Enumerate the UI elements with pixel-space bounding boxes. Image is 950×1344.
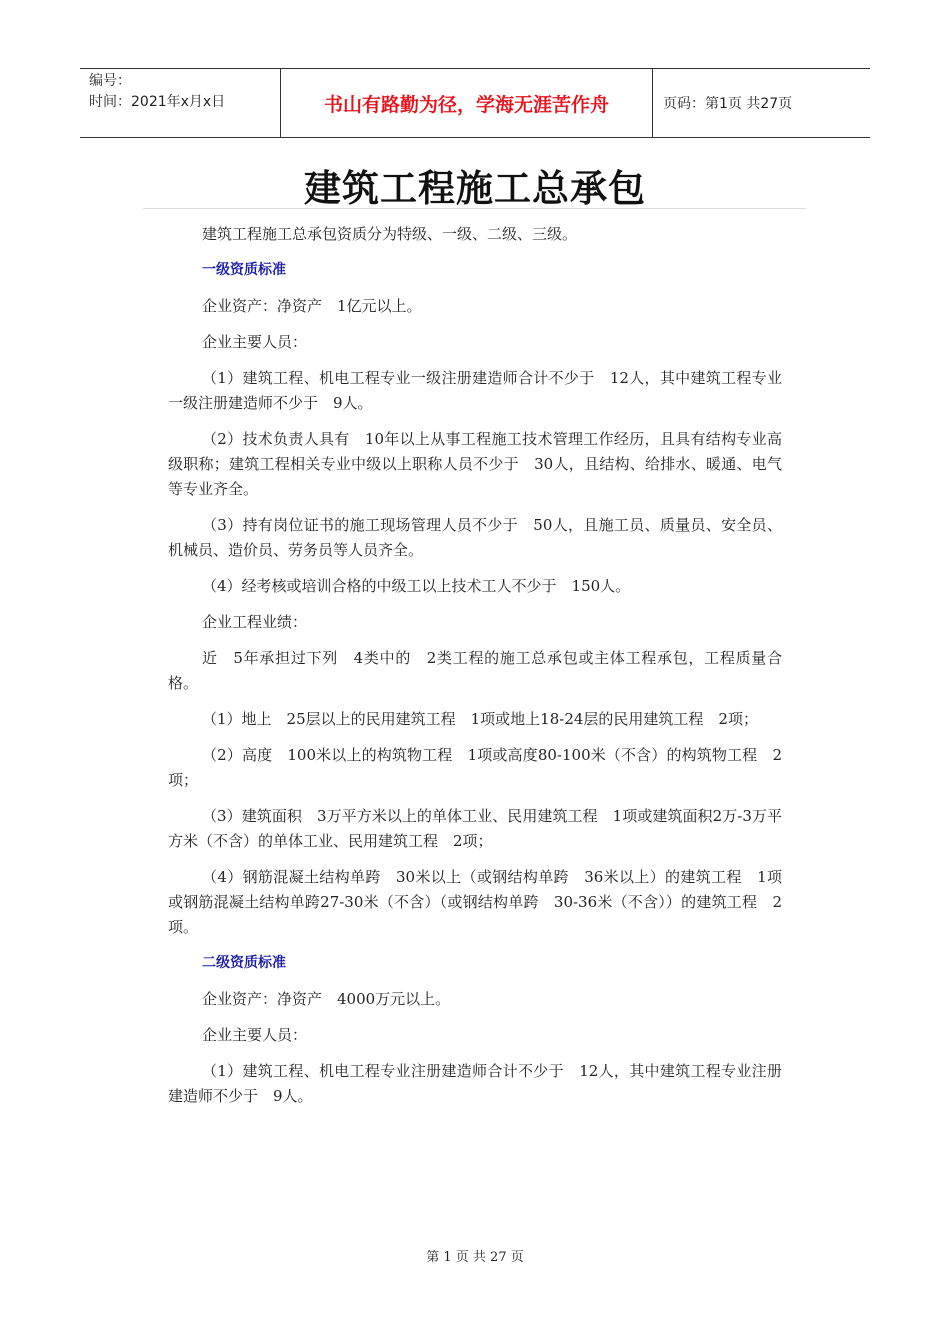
paragraph: （2）技术负责人具有 10年以上从事工程施工技术管理工作经历，且具有结构专业高级职称；建筑工程相关专业中级以上职称人员不少于 30人，且结构、给排水、暖通、电气等专业齐全。 bbox=[168, 430, 782, 498]
paragraph: 建筑工程施工总承包资质分为特级、一级、二级、三级。 bbox=[202, 225, 578, 243]
paragraph: 企业主要人员： bbox=[202, 333, 308, 351]
paragraph: （4）经考核或培训合格的中级工以上技术工人不少于 150人。 bbox=[202, 577, 631, 595]
header-motto: 书山有路勤为径，学海无涯苦作舟 bbox=[281, 69, 653, 137]
paragraph: （3）持有岗位证书的施工现场管理人员不少于 50人，且施工员、质量员、安全员、机械员、造价员、劳务员等人员齐全。 bbox=[168, 516, 782, 559]
title-divider bbox=[143, 208, 806, 209]
paragraph: （1）建筑工程、机电工程专业注册建造师合计不少于 12人，其中建筑工程专业注册建造师不少于 9人。 bbox=[168, 1062, 782, 1105]
section-heading: 二级资质标准 bbox=[202, 955, 286, 971]
header-meta bbox=[80, 69, 281, 137]
paragraph: 企业资产：净资产 4000万元以上。 bbox=[202, 990, 451, 1008]
paragraph: （1）建筑工程、机电工程专业一级注册建造师合计不少于 12人，其中建筑工程专业一级注册建造师不少于 9人。 bbox=[168, 369, 782, 412]
paragraph: （3）建筑面积 3万平方米以上的单体工业、民用建筑工程 1项或建筑面积2万-3万平方米（不含）的单体工业、民用建筑工程 2项； bbox=[168, 807, 782, 850]
paragraph: 企业主要人员： bbox=[202, 1026, 308, 1044]
section-heading: 一级资质标准 bbox=[202, 262, 286, 278]
page-footer: 第 1 页 共 27 页 bbox=[426, 1250, 524, 1265]
document-header bbox=[80, 68, 870, 138]
paragraph: （1）地上 25层以上的民用建筑工程 1项或地上18-24层的民用建筑工程 2项； bbox=[202, 710, 758, 728]
time-label: 时间：2021年x月x日 bbox=[89, 94, 226, 110]
paragraph: 企业资产：净资产 1亿元以上。 bbox=[202, 297, 422, 315]
paragraph: 企业工程业绩： bbox=[202, 613, 308, 631]
page-title: 建筑工程施工总承包 bbox=[304, 167, 646, 210]
document-body bbox=[168, 222, 782, 1120]
paragraph: （2）高度 100米以上的构筑物工程 1项或高度80-100米（不含）的构筑物工程 2项； bbox=[168, 746, 782, 789]
paragraph: （4）钢筋混凝土结构单跨 30米以上（或钢结构单跨 36米以上）的建筑工程 1项或钢筋混凝土结构单跨27-30米（不含）（或钢结构单跨 30-36米（不含））的建筑工程 2项。 bbox=[168, 868, 782, 936]
number-label: 编号： bbox=[89, 73, 131, 89]
paragraph: 近 5年承担过下列 4类中的 2类工程的施工总承包或主体工程承包，工程质量合格。 bbox=[168, 649, 782, 692]
header-page-info: 页码：第1页 共27页 bbox=[663, 96, 793, 112]
